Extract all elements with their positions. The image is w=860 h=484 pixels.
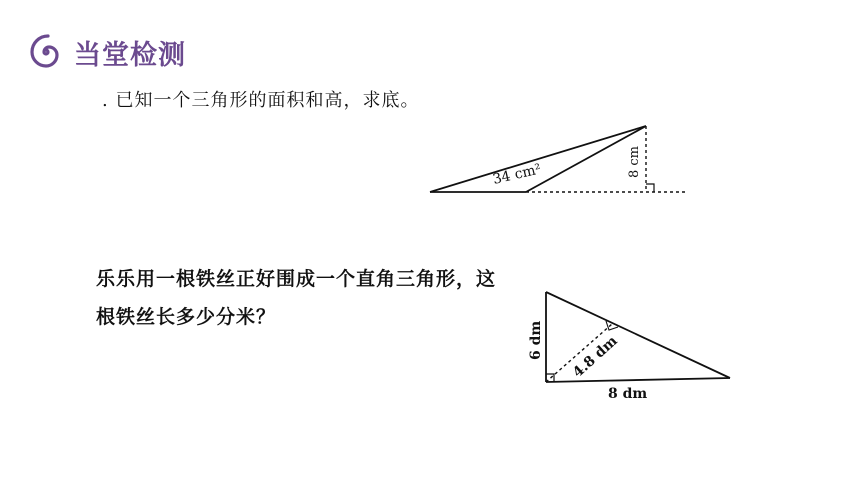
triangle-figure-2 bbox=[516, 290, 742, 406]
triangle-1-long-side bbox=[430, 126, 646, 192]
side-a-label: 6 dm bbox=[528, 320, 544, 360]
right-angle-mark-1 bbox=[646, 184, 654, 192]
spiral-icon bbox=[26, 32, 66, 72]
section-header bbox=[26, 32, 186, 72]
base-label: 8 dm bbox=[608, 386, 648, 402]
question-2-text bbox=[96, 260, 496, 336]
altitude-label: 4.8 dm bbox=[569, 333, 621, 381]
height-label: 8 cm bbox=[627, 145, 642, 178]
section-title: 当堂检测 bbox=[74, 39, 186, 71]
question-2-line-1: 乐乐用一根铁丝正好围成一个直角三角形，这 bbox=[96, 268, 497, 290]
triangle-2-base bbox=[546, 378, 730, 382]
question-2-line-2: 根铁丝长多少分米？ bbox=[96, 306, 277, 328]
question-1-text: . 已知一个三角形的面积和高，求底。 bbox=[102, 90, 420, 111]
area-label: 34 cm² bbox=[491, 161, 543, 188]
triangle-figure-1 bbox=[428, 120, 690, 200]
